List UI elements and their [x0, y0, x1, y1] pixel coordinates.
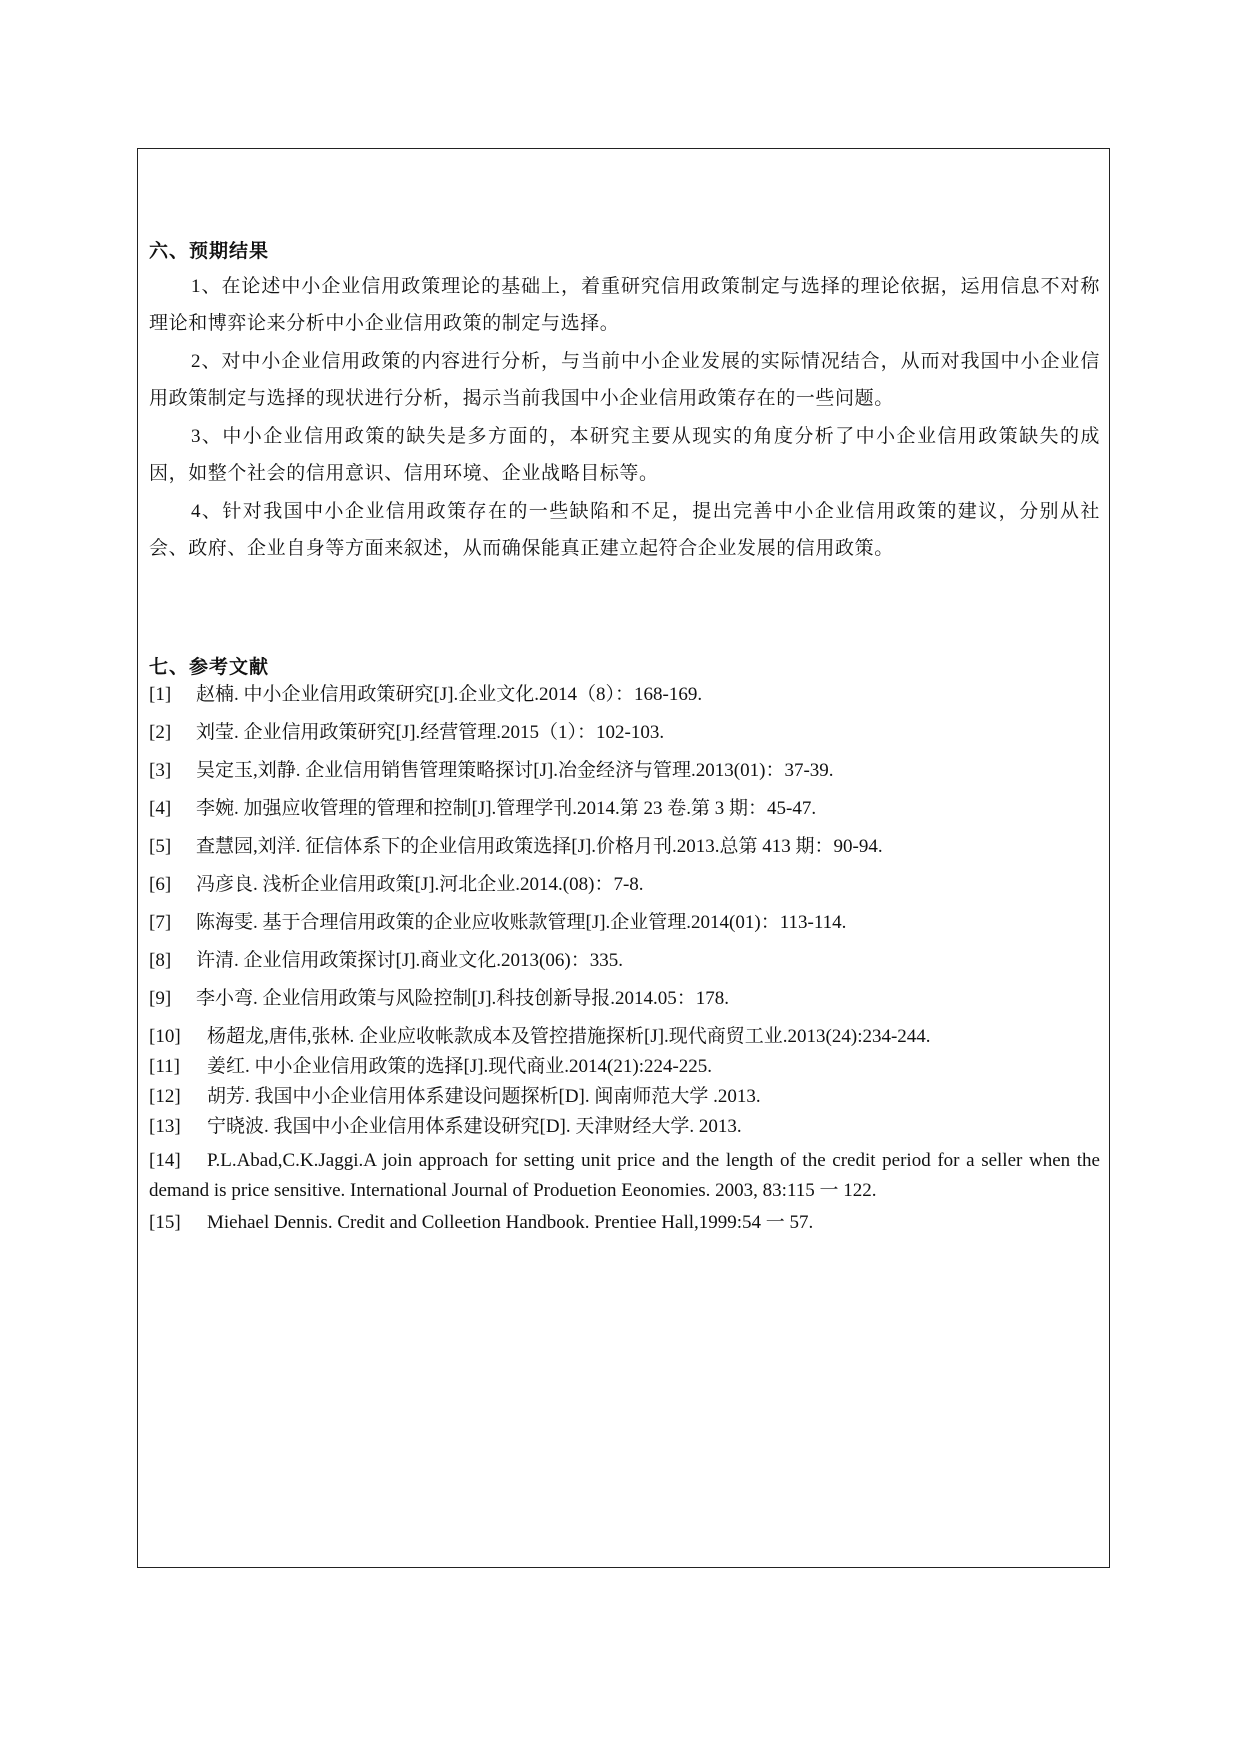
reference-item — [149, 1084, 1100, 1114]
reference-text: 吴定玉,刘静. 企业信用销售管理策略探讨[J].冶金经济与管理.2013(01)：37-39. — [196, 760, 834, 781]
reference-item — [149, 796, 1100, 834]
reference-text: 胡芳. 我国中小企业信用体系建设问题探析[D]. 闽南师范大学 .2013. — [207, 1086, 761, 1107]
reference-text: 李小弯. 企业信用政策与风险控制[J].科技创新导报.2014.05：178. — [196, 988, 730, 1009]
reference-text: P.L.Abad,C.K.Jaggi.A join approach for setting unit price and the length of the credit period for a seller when the demand is price sensitive. International Journal of Produetion Eeonomies. 2003, 83:115 一 122. — [149, 1150, 1100, 1201]
reference-text: 杨超龙,唐伟,张林. 企业应收帐款成本及管控措施探析[J].现代商贸工业.2013(24):234-244. — [207, 1026, 931, 1047]
reference-text: 许清. 企业信用政策探讨[J].商业文化.2013(06)：335. — [196, 950, 623, 971]
reference-number: [14] — [149, 1150, 181, 1171]
reference-number: [3] — [149, 760, 172, 781]
reference-text: 李婉. 加强应收管理的管理和控制[J].管理学刊.2014.第 23 卷.第 3 期：45-47. — [196, 798, 817, 819]
reference-item — [149, 986, 1100, 1024]
reference-text: 冯彦良. 浅析企业信用政策[J].河北企业.2014.(08)：7-8. — [196, 874, 644, 895]
reference-text: 宁晓波. 我国中小企业信用体系建设研究[D]. 天津财经大学. 2013. — [207, 1116, 742, 1137]
reference-text: 查慧园,刘洋. 征信体系下的企业信用政策选择[J].价格月刊.2013.总第 413 期：90-94. — [196, 836, 883, 857]
reference-list — [149, 682, 1100, 1238]
reference-number: [11] — [149, 1056, 180, 1077]
reference-item — [149, 948, 1100, 986]
reference-number: [1] — [149, 684, 172, 705]
reference-number: [8] — [149, 950, 172, 971]
reference-item — [149, 834, 1100, 872]
reference-number: [7] — [149, 912, 172, 933]
reference-text: 陈海雯. 基于合理信用政策的企业应收账款管理[J].企业管理.2014(01)：113-114. — [196, 912, 847, 933]
expected-result-paragraph-4: 4、针对我国中小企业信用政策存在的一些缺陷和不足，提出完善中小企业信用政策的建议，分别从社会、政府、企业自身等方面来叙述，从而确保能真正建立起符合企业发展的信用政策。 — [149, 501, 1100, 559]
reference-item — [149, 910, 1100, 948]
section-title-expected-results: 六、预期结果 — [149, 241, 270, 262]
reference-item — [149, 872, 1100, 910]
reference-number: [2] — [149, 722, 172, 743]
reference-text: Miehael Dennis. Credit and Colleetion Handbook. Prentiee Hall,1999:54 一 57. — [207, 1212, 814, 1233]
expected-result-paragraph-3: 3、中小企业信用政策的缺失是多方面的，本研究主要从现实的角度分析了中小企业信用政策缺失的成因，如整个社会的信用意识、信用环境、企业战略目标等。 — [149, 426, 1100, 484]
reference-number: [15] — [149, 1212, 181, 1233]
reference-item — [149, 720, 1100, 758]
reference-number: [4] — [149, 798, 172, 819]
reference-number: [13] — [149, 1116, 181, 1137]
reference-item — [149, 1114, 1100, 1144]
reference-number: [5] — [149, 836, 172, 857]
reference-number: [10] — [149, 1026, 181, 1047]
reference-text: 刘莹. 企业信用政策研究[J].经营管理.2015（1）：102-103. — [196, 722, 665, 743]
reference-number: [12] — [149, 1086, 181, 1107]
reference-number: [6] — [149, 874, 172, 895]
reference-item — [149, 682, 1100, 720]
reference-text: 姜红. 中小企业信用政策的选择[J].现代商业.2014(21):224-225. — [207, 1056, 713, 1077]
reference-item — [149, 1208, 1100, 1238]
reference-item — [149, 758, 1100, 796]
reference-text: 赵楠. 中小企业信用政策研究[J].企业文化.2014（8）：168-169. — [196, 684, 703, 705]
section-title-references: 七、参考文献 — [149, 657, 270, 678]
reference-item — [149, 1054, 1100, 1084]
reference-number: [9] — [149, 988, 172, 1009]
reference-item — [149, 1146, 1100, 1206]
expected-result-paragraph-2: 2、对中小企业信用政策的内容进行分析，与当前中小企业发展的实际情况结合，从而对我国中小企业信用政策制定与选择的现状进行分析，揭示当前我国中小企业信用政策存在的一些问题。 — [149, 351, 1100, 409]
reference-item — [149, 1024, 1100, 1054]
expected-result-paragraph-1: 1、在论述中小企业信用政策理论的基础上，着重研究信用政策制定与选择的理论依据，运用信息不对称理论和博弈论来分析中小企业信用政策的制定与选择。 — [149, 276, 1100, 334]
